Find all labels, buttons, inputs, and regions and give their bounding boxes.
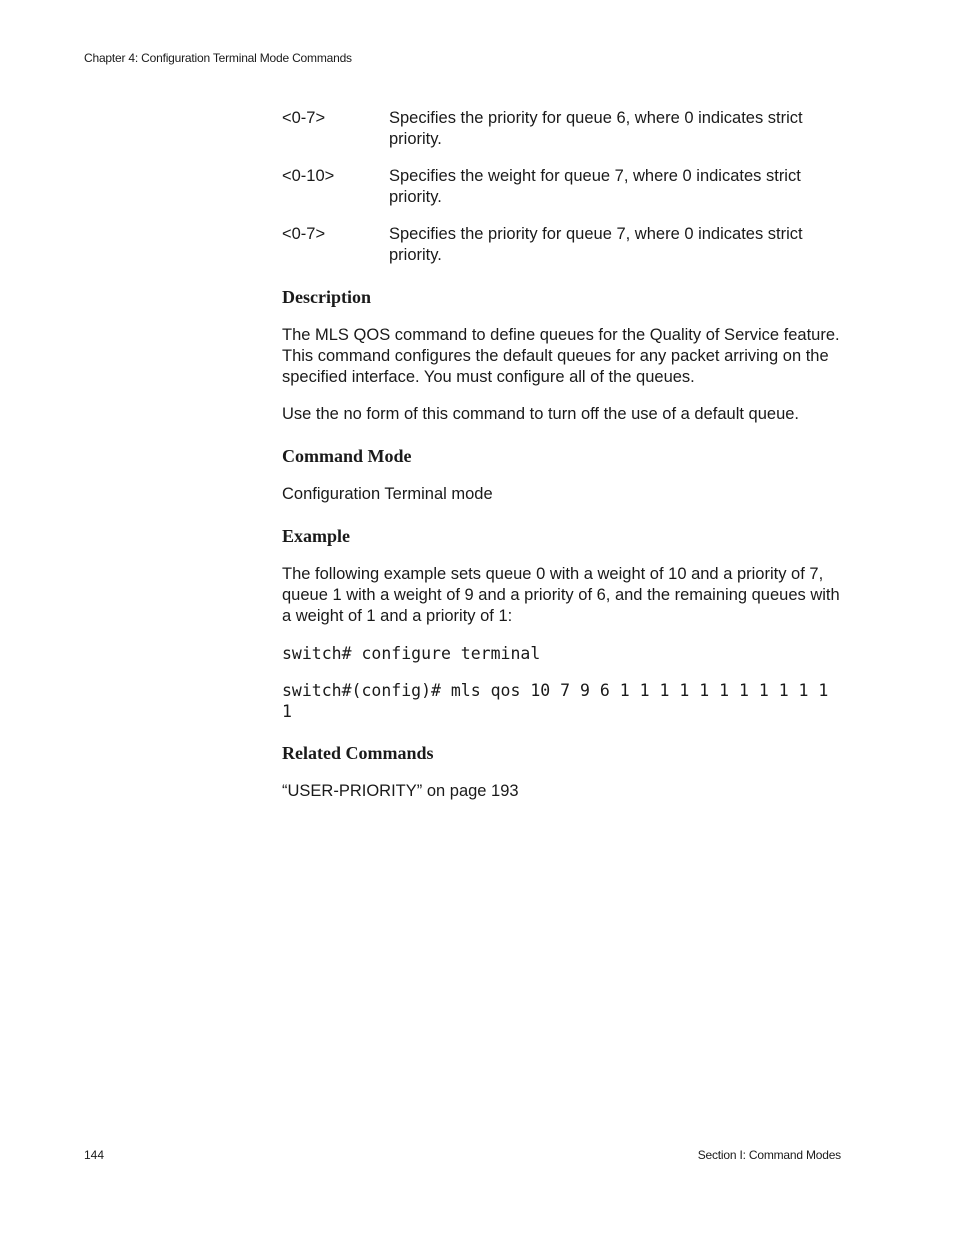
- related-commands-heading: Related Commands: [282, 743, 434, 763]
- parameter-term: <0-7>: [282, 225, 326, 243]
- description-heading: Description: [282, 287, 371, 307]
- code-sample: switch#(config)# mls qos 10 7 9 6 1 1 1 1 1 1 1 1 1 1 1 1: [282, 681, 839, 721]
- command-mode-heading: Command Mode: [282, 446, 412, 466]
- example-heading: Example: [282, 526, 351, 546]
- example-text: The following example sets queue 0 with a weight of 10 and a priority of 7, queue 1 with a weight of 9 and a priority of 6, and the remaining queues with a weight of 1 and a priority of 1:: [282, 565, 840, 625]
- page-number: 144: [84, 1148, 105, 1162]
- description-paragraph: Use the no form of this command to turn off the use of a default queue.: [282, 405, 800, 423]
- parameter-row: [282, 166, 842, 208]
- parameter-definition: Specifies the priority for queue 7, where 0 indicates strict priority.: [389, 225, 803, 264]
- parameter-row: [282, 224, 842, 266]
- parameter-term: <0-10>: [282, 167, 335, 185]
- section-footer: Section I: Command Modes: [697, 1148, 841, 1162]
- parameter-term: <0-7>: [282, 109, 326, 127]
- parameter-row: [282, 108, 842, 150]
- command-mode-text: Configuration Terminal mode: [282, 485, 493, 503]
- related-command-link[interactable]: “USER-PRIORITY” on page 193: [282, 782, 519, 800]
- parameter-definition: Specifies the weight for queue 7, where 0 indicates strict priority.: [389, 167, 801, 206]
- running-head: Chapter 4: Configuration Terminal Mode Commands: [84, 51, 352, 65]
- code-sample: switch# configure terminal: [282, 644, 541, 663]
- main-content: [282, 108, 842, 818]
- parameter-definition: Specifies the priority for queue 6, where 0 indicates strict priority.: [389, 109, 803, 148]
- description-paragraph: The MLS QOS command to define queues for the Quality of Service feature. This command configures the default queues for any packet arriving on the specified interface. You must configure all of the queues.: [282, 326, 840, 386]
